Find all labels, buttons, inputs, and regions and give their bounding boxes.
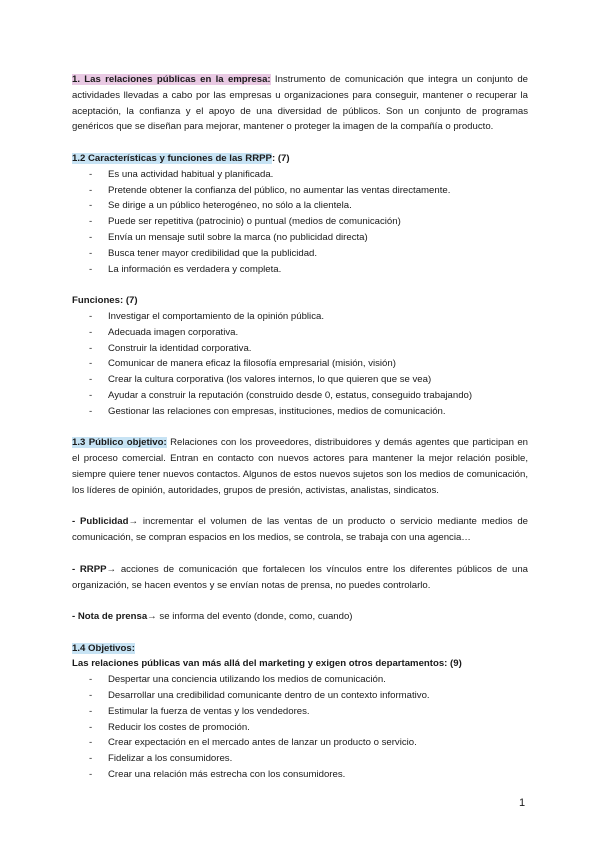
page-number: 1 bbox=[519, 797, 526, 809]
list-item: - Envía un mensaje sutil sobre la marca (no publicidad directa) bbox=[72, 230, 528, 246]
list-item: - Crear la cultura corporativa (los valores internos, lo que quieren que se vea) bbox=[72, 372, 528, 388]
list-item: - Fidelizar a los consumidores. bbox=[72, 751, 528, 767]
section-1-3-text: Relaciones con los proveedores, distribuidores y demás agentes que participan en el proceso comercial. Entran en contacto con nuevos actores para mantener la mejor relación posible, siempre quiere tener nuevos contactos. Algunos de estos nuevos sujetos son los medios de comunicación, los líderes de opinión, autoridades, grupos de presión, activistas, analistas, sindicatos. bbox=[72, 437, 529, 496]
funciones-heading bbox=[72, 293, 528, 309]
nota-text: → se informa del evento (donde, como, cuando) bbox=[147, 611, 353, 623]
list-item: - Desarrollar una credibilidad comunicante dentro de un contexto informativo. bbox=[72, 688, 528, 704]
objectives-list bbox=[72, 672, 528, 783]
list-item: - Puede ser repetitiva (patrocinio) o puntual (medios de comunicación) bbox=[72, 214, 528, 230]
list-item: - Estimular la fuerza de ventas y los vendedores. bbox=[72, 704, 528, 720]
rrpp-paragraph bbox=[72, 562, 528, 594]
list-item: - Reducir los costes de promoción. bbox=[72, 720, 528, 736]
list-item: - Ayudar a construir la reputación (construido desde 0, estatus, conseguido trabajando) bbox=[72, 388, 528, 404]
section-1-text: Instrumento de comunicación que integra un conjunto de actividades llevadas a cabo por las empresas u organizaciones para conseguir, mantener o recuperar la aceptación, la confianza y el apoyo de una diversidad de públicos. Son un conjunto de programas genéricos que se diseñan para mejorar, mantener o proteger la imagen de la compañía o producto. bbox=[72, 74, 528, 133]
section-1-2-heading bbox=[72, 151, 528, 167]
list-item: - Se dirige a un público heterogéneo, no sólo a la clientela. bbox=[72, 198, 528, 214]
characteristics-list bbox=[72, 167, 528, 278]
list-item: - Crear expectación en el mercado antes de lanzar un producto o servicio. bbox=[72, 735, 528, 751]
list-item: - Adecuada imagen corporativa. bbox=[72, 325, 528, 341]
section-1-2-count: : (7) bbox=[271, 152, 290, 164]
list-item: - Construir la identidad corporativa. bbox=[72, 341, 528, 357]
section-1-4-subheading bbox=[72, 656, 528, 672]
section-1-4-subtitle: Las relaciones públicas van más allá del marketing y exigen otros departamentos bbox=[72, 658, 445, 670]
list-item: - La información es verdadera y completa. bbox=[72, 262, 528, 278]
publicidad-label: - Publicidad bbox=[72, 516, 129, 528]
list-item: - Es una actividad habitual y planificada. bbox=[72, 167, 528, 183]
rrpp-label: - RRPP bbox=[72, 563, 107, 575]
list-item: - Crear una relación más estrecha con los consumidores. bbox=[72, 767, 528, 783]
nota-label: - Nota de prensa bbox=[72, 611, 148, 623]
section-1-3-title: 1.3 Público objetivo: bbox=[72, 437, 167, 449]
nota-paragraph bbox=[72, 609, 528, 625]
rrpp-text: → acciones de comunicación que fortalecen los vínculos entre los diferentes públicos de una organización, se hacen eventos y se envían notas de prensa, no puedes controlarlo. bbox=[72, 563, 528, 591]
list-item: - Comunicar de manera eficaz la filosofía empresarial (misión, visión) bbox=[72, 356, 528, 372]
list-item: - Busca tener mayor credibilidad que la publicidad. bbox=[72, 246, 528, 262]
section-1-4-heading bbox=[72, 641, 528, 657]
functions-list bbox=[72, 309, 528, 420]
section-1-3-paragraph bbox=[72, 435, 528, 498]
document-page bbox=[72, 72, 528, 783]
list-item: - Despertar una conciencia utilizando los medios de comunicación. bbox=[72, 672, 528, 688]
section-1-title: 1. Las relaciones públicas en la empresa: bbox=[72, 74, 271, 85]
publicidad-text: → incrementar el volumen de las ventas de un producto o servicio mediante medios de comunicación, se compran espacios en los medios, se controla, se trabaja con una agencia… bbox=[72, 516, 529, 544]
section-1-2-title: 1.2 Características y funciones de las RRPP bbox=[72, 152, 272, 164]
section-1-4-count: : (9) bbox=[444, 658, 462, 670]
list-item: - Pretende obtener la confianza del público, no aumentar las ventas directamente. bbox=[72, 183, 528, 199]
funciones-title: Funciones bbox=[72, 295, 120, 307]
list-item: - Gestionar las relaciones con empresas, instituciones, medios de comunicación. bbox=[72, 404, 528, 420]
list-item: - Investigar el comportamiento de la opinión pública. bbox=[72, 309, 528, 325]
section-1-paragraph bbox=[72, 72, 528, 135]
publicidad-paragraph bbox=[72, 514, 528, 546]
funciones-count: : (7) bbox=[119, 295, 138, 307]
section-1-4-title: 1.4 Objetivos: bbox=[72, 642, 135, 654]
